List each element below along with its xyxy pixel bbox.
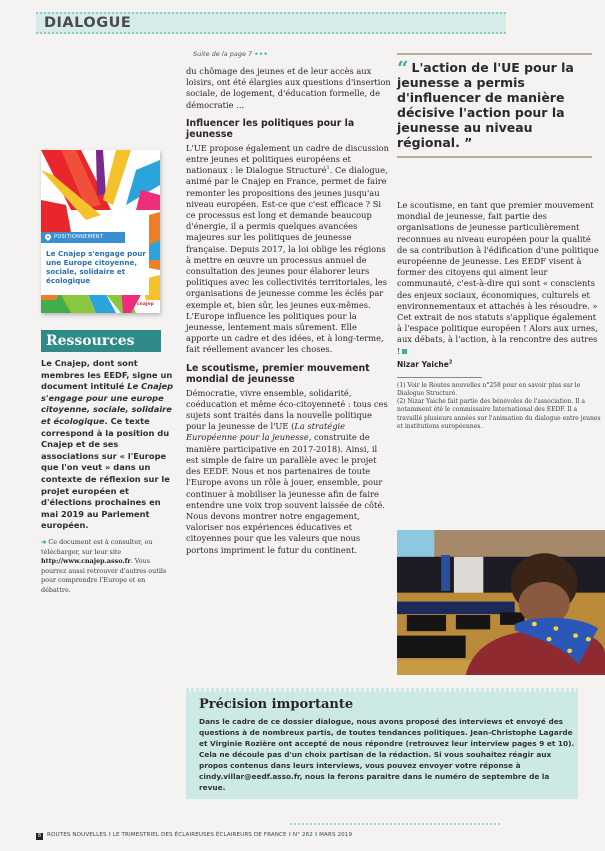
right-paragraph	[397, 200, 602, 357]
note-text-end: . Vous pourrez aussi retrouver d'autres outils pour comprendre l'Europe et en débattre.	[41, 557, 167, 594]
notice-title: Précision importante	[199, 697, 354, 712]
resources-document-title: Le Cnajep s'engage pour une europe citoyenne, sociale, solidaire et écologique	[41, 381, 174, 426]
end-mark-icon	[402, 349, 407, 354]
continued-from-label	[193, 50, 268, 58]
cover-tag	[41, 232, 125, 243]
issue-number: N° 262	[292, 832, 313, 838]
pull-quote	[397, 56, 597, 150]
cnajep-website-link[interactable]: http://www.cnajep.asso.fr	[41, 557, 131, 566]
section2-text-cont: , construite de manière participative en 2017-2018). Ainsi, il est simple de faire un parallèle avec le projet des EEDF. Nous et nos partenaires de toute l'Europe avons un rôle à jouer, ensemble, pour continuer à mobiliser la jeunesse afin de faire entendre une voix trop souvent laissée de côté. Nous devons montrer notre engagement, valoriser nos expériences éducatives et citoyennes pour que les valeurs que nous portons impriment le futur du continent.	[186, 432, 385, 555]
cover-tag-label: POSITIONNEMENT	[54, 234, 104, 240]
section-heading-scoutisme: Le scoutisme, premier mouvement mondial de jeunesse	[186, 362, 370, 386]
cover-title: Le Cnajep s'engage pour une Europe citoyenne, sociale, solidaire et écologique	[46, 249, 146, 285]
pull-quote-text: L'action de l'UE pour la jeunesse a permis d'influencer de manière décisive l'action pour la jeunesse au niveau régional. ”	[397, 60, 574, 150]
page-footer	[36, 832, 352, 840]
note-text: Ce document est à consulter, ou télécharger, sur leur site	[41, 537, 153, 556]
section1-text-cont: . Ce dialogue, animé par le Cnajep en France, permet de faire remonter les propositions des jeunes jusqu'au niveau européen. Est-ce que c'est efficace ? Si ce processus est long et demande beaucoup d'énergie, il a permis quelques avancées majeures sur les politiques de jeunesse française. Depuis 2017, la loi oblige les régions à mettre en œuvre un processus annuel de consultation des jeunes pour élaborer leurs politiques avec les collectivités territoriales, les organisations de jeunesse comme les éclés par exemple et, bien sûr, les jeunes eux-mêmes.	[186, 165, 388, 310]
section2-text: Démocratie, vivre ensemble, solidarité, coéducation et même éco-citoyenneté : tous ces sujets sont traités dans la nouvelle politique pour la jeunesse de l'UE (	[186, 387, 388, 432]
issue-date: MARS 2019	[319, 832, 353, 838]
footer-separator: I	[288, 832, 291, 838]
resources-text: Le Cnajep, dont sont membres les EEDF, signe un document intitulé	[41, 358, 173, 392]
footnote-ref-1: 1	[326, 165, 330, 172]
article-right-column	[397, 200, 602, 431]
footer-separator: I	[108, 832, 111, 838]
resources-heading: Ressources	[41, 330, 161, 352]
quote-rule-top	[397, 53, 592, 55]
document-cover-image	[41, 150, 160, 313]
open-quote-icon: “	[397, 56, 409, 80]
author-signature	[397, 360, 602, 369]
section-heading-influence: Influencer les politiques pour la jeunesse	[186, 117, 355, 141]
resources-text-end: . Ce texte correspond à la position du Cnajep et de ses associations sur « l'Europe que l'on veut » dans un contexte de réflexion sur le projet européen et d'élections prochaines en mai 2019 au Parlement européen.	[41, 415, 170, 531]
continued-from-text: Suite de la page 7	[193, 50, 253, 58]
footer-separator: I	[314, 832, 318, 838]
strategy-title: La stratégie Européenne pour la jeunesse	[186, 421, 346, 443]
publication-subtitle: LE TRIMESTRIEL DES ÉCLAIREUSES ÉCLAIREURS DE FRANCE	[112, 832, 287, 838]
section2-paragraph	[186, 388, 391, 556]
article-intro: du chômage des jeunes et de leur accès aux loisirs, ont été élargies aux questions d'insertion sociale, de logement, d'éducation formelle, de démocratie ...	[186, 66, 391, 110]
ellipsis-dots-icon: •••	[254, 50, 269, 58]
section1-paragraph2: L'Europe influence les politiques pour la jeunesse, lentement mais sûrement. Elle apporte un cadre et des idées, et à long-terme, fait réellement avancer les choses.	[186, 310, 384, 355]
quote-rule-bottom	[397, 156, 592, 158]
resources-content	[41, 358, 175, 595]
photo-illustration	[397, 530, 605, 675]
section1-text: L'UE propose également un cadre de discussion entre jeunes et politiques européens et nationaux : le Dialogue Structuré	[186, 142, 390, 176]
publication-name: ROUTES NOUVELLES	[47, 832, 107, 838]
cnajep-logo: cnajep	[137, 302, 154, 307]
resources-body	[41, 358, 175, 532]
footnote-divider	[397, 377, 482, 378]
page-number: 8	[37, 833, 42, 839]
footnote-2: (2) Nizar Yaiche fait partie des bénévoles de l'association. Il a notamment été le commissaire International des EEDF. Il a travaillé plusieurs années sur l'animation du dialogue entre jeunes et institutions européennes.	[397, 398, 601, 430]
notice-body: Dans le cadre de ce dossier dialogue, nous avons proposé des interviews et envoyé des questions à de nombreux partis, de toutes tendances politiques. Jean-Christophe Lagarde et Virginie Rozière ont accepté de nous répondre (retrouvez leur interview pages 9 et 10). Cela ne découle pas d'un choix partisan de la rédaction. Si vous souhaitez réagir aux propos contenus dans leurs interviews, vous pouvez envoyer votre réponse à cindy.villar@eedf.asso.fr, nous la ferons paraitre dans le numéro de septembre de la revue.	[199, 717, 575, 792]
author-name: Nizar Yaiche	[397, 359, 449, 369]
right-text: Le scoutisme, en tant que premier mouvement mondial de jeunesse, fait partie des organisations de jeunesse particulièrement reconnues au niveau européen pour la qualité de sa contribution à l'édification d'une politique européenne de jeunesse. Les EEDF visent à former des citoyens qui aiment leur communauté, c'est-à-dire qui sont « conscients des enjeux sociaux, économiques, culturels et environnementaux et attachés à les résoudre. » Cet extrait de nos statuts s'applique également à l'espace politique européen ! Alors aux urnes, aux débats, à l'action, à la rencontre des autres !	[397, 200, 599, 356]
parliament-photo	[397, 530, 605, 675]
arrow-right-icon: ➜	[41, 537, 47, 546]
section1-paragraph1	[186, 143, 391, 311]
footer-dotted-rule	[290, 823, 500, 825]
section-title: DIALOGUE	[44, 15, 132, 31]
article-middle-column	[186, 66, 391, 556]
location-pin-icon	[45, 234, 51, 241]
footnote-ref-2: 2	[448, 359, 453, 366]
footnote-1: (1) Voir le Routes nouvelles n°258 pour en savoir plus sur le Dialogue Structuré.	[397, 381, 581, 398]
resources-note	[41, 538, 175, 596]
